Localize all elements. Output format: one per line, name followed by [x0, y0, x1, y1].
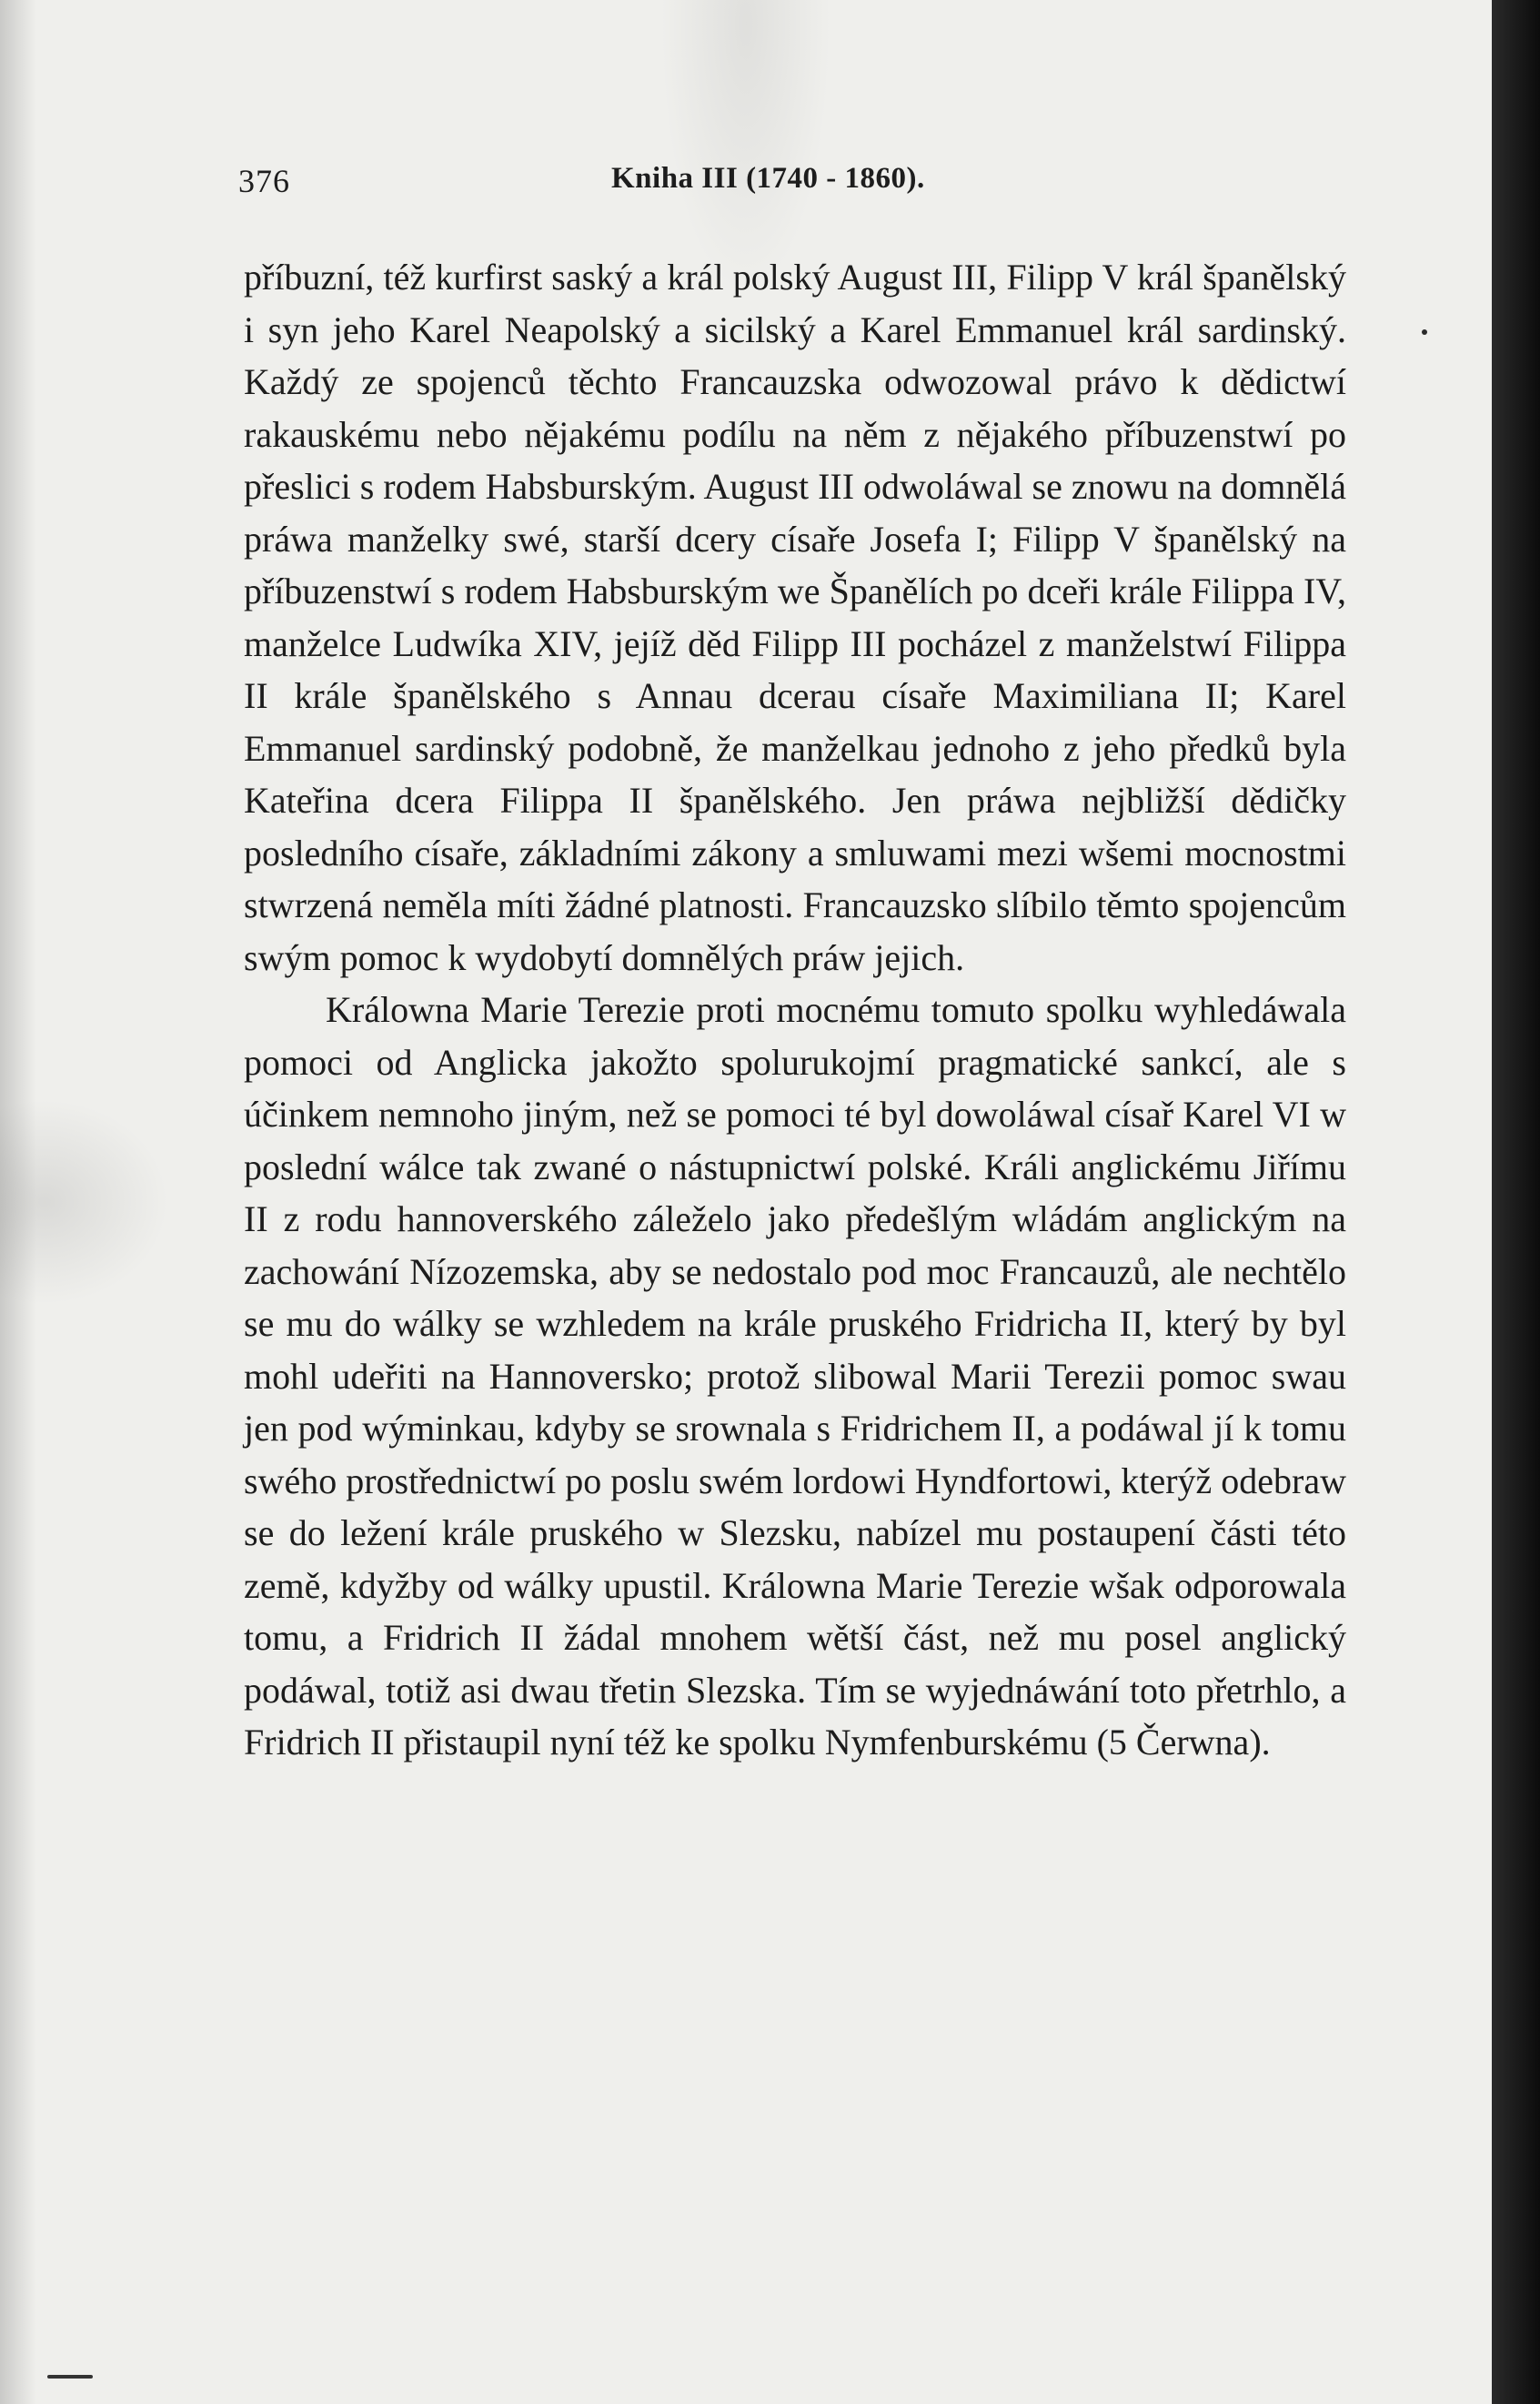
paragraph: příbuzní, též kurfirst saský a král polský August III, Filipp V král španělský i syn jeho Karel Neapolský a sicilský a Karel Emmanuel král sardinský. Každý ze spojenců těchto Francauzska odwozowal právo k dědictwí rakauskému nebo nějakému podílu na něm z nějakého příbuzenstwí po přeslici s rodem Habsburským. August III odwoláwal se znowu na domnělá práwa manželky swé, starší dcery císaře Josefa I; Filipp V španělský na příbuzenstwí s rodem Habsburským we Španělích po dceři krále Filippa IV, manželce Ludwíka XIV, jejíž děd Filipp III pocházel z manželstwí Filippa II krále španělského s Annau dcerau císaře Maximiliana II; Karel Emmanuel sardinský podobně, že manželkau jednoho z jeho předků byla Kateřina dcera Filippa II španělského. Jen práwa nejbližší dědičky posledního císaře, základními zákony a smluwami mezi wšemi mocnostmi stwrzená neměla míti žádné platnosti. Francauzsko slíbilo těmto spojencům swým pomoc k wydobytí domnělých práw jejich. — [244, 257, 1346, 978]
body-text — [244, 251, 1346, 1769]
margin-speck — [1422, 329, 1427, 335]
running-head: Kniha III (1740 - 1860). — [611, 162, 925, 195]
binding-shadow — [0, 0, 36, 2404]
scan-dark-edge — [1492, 0, 1540, 2404]
page-number: 376 — [238, 163, 290, 199]
page-header — [238, 162, 1346, 207]
corner-smudge — [47, 2375, 93, 2379]
paragraph: Králowna Marie Terezie proti mocnému tomuto spolku wyhledáwala pomoci od Anglicka jakožto spolurukojmí pragmatické sankcí, ale s účinkem nemnoho jiným, než se pomoci té byl dowoláwal císař Karel VI w poslední wálce tak zwané o nástupnictwí polské. Králi anglickému Jiřímu II z rodu hannoverského záleželo jako předešlým wládám anglickým na zachowání Nízozemska, aby se nedostalo pod moc Francauzů, ale nechtělo se mu do wálky se wzhledem na krále pruského Fridricha II, který by byl mohl udeřiti na Hannoversko; protož slibowal Marii Terezii pomoc swau jen pod wýminkau, kdyby se srownala s Fridrichem II, a podáwal jí k tomu swého prostřednictwí po poslu swém lordowi Hyndfortowi, kterýž odebraw se do ležení krále pruského w Slezsku, nabízel mu postaupení části této země, kdyžby od wálky upustil. Králowna Marie Terezie wšak odporowala tomu, a Fridrich II žádal mnohem wětší část, než mu posel anglický podáwal, totiž asi dwau třetin Slezska. Tím se wyjednáwání toto přetrhlo, a Fridrich II přistaupil nyní též ke spolku Nymfenburskému (5 Čerwna). — [244, 989, 1346, 1763]
